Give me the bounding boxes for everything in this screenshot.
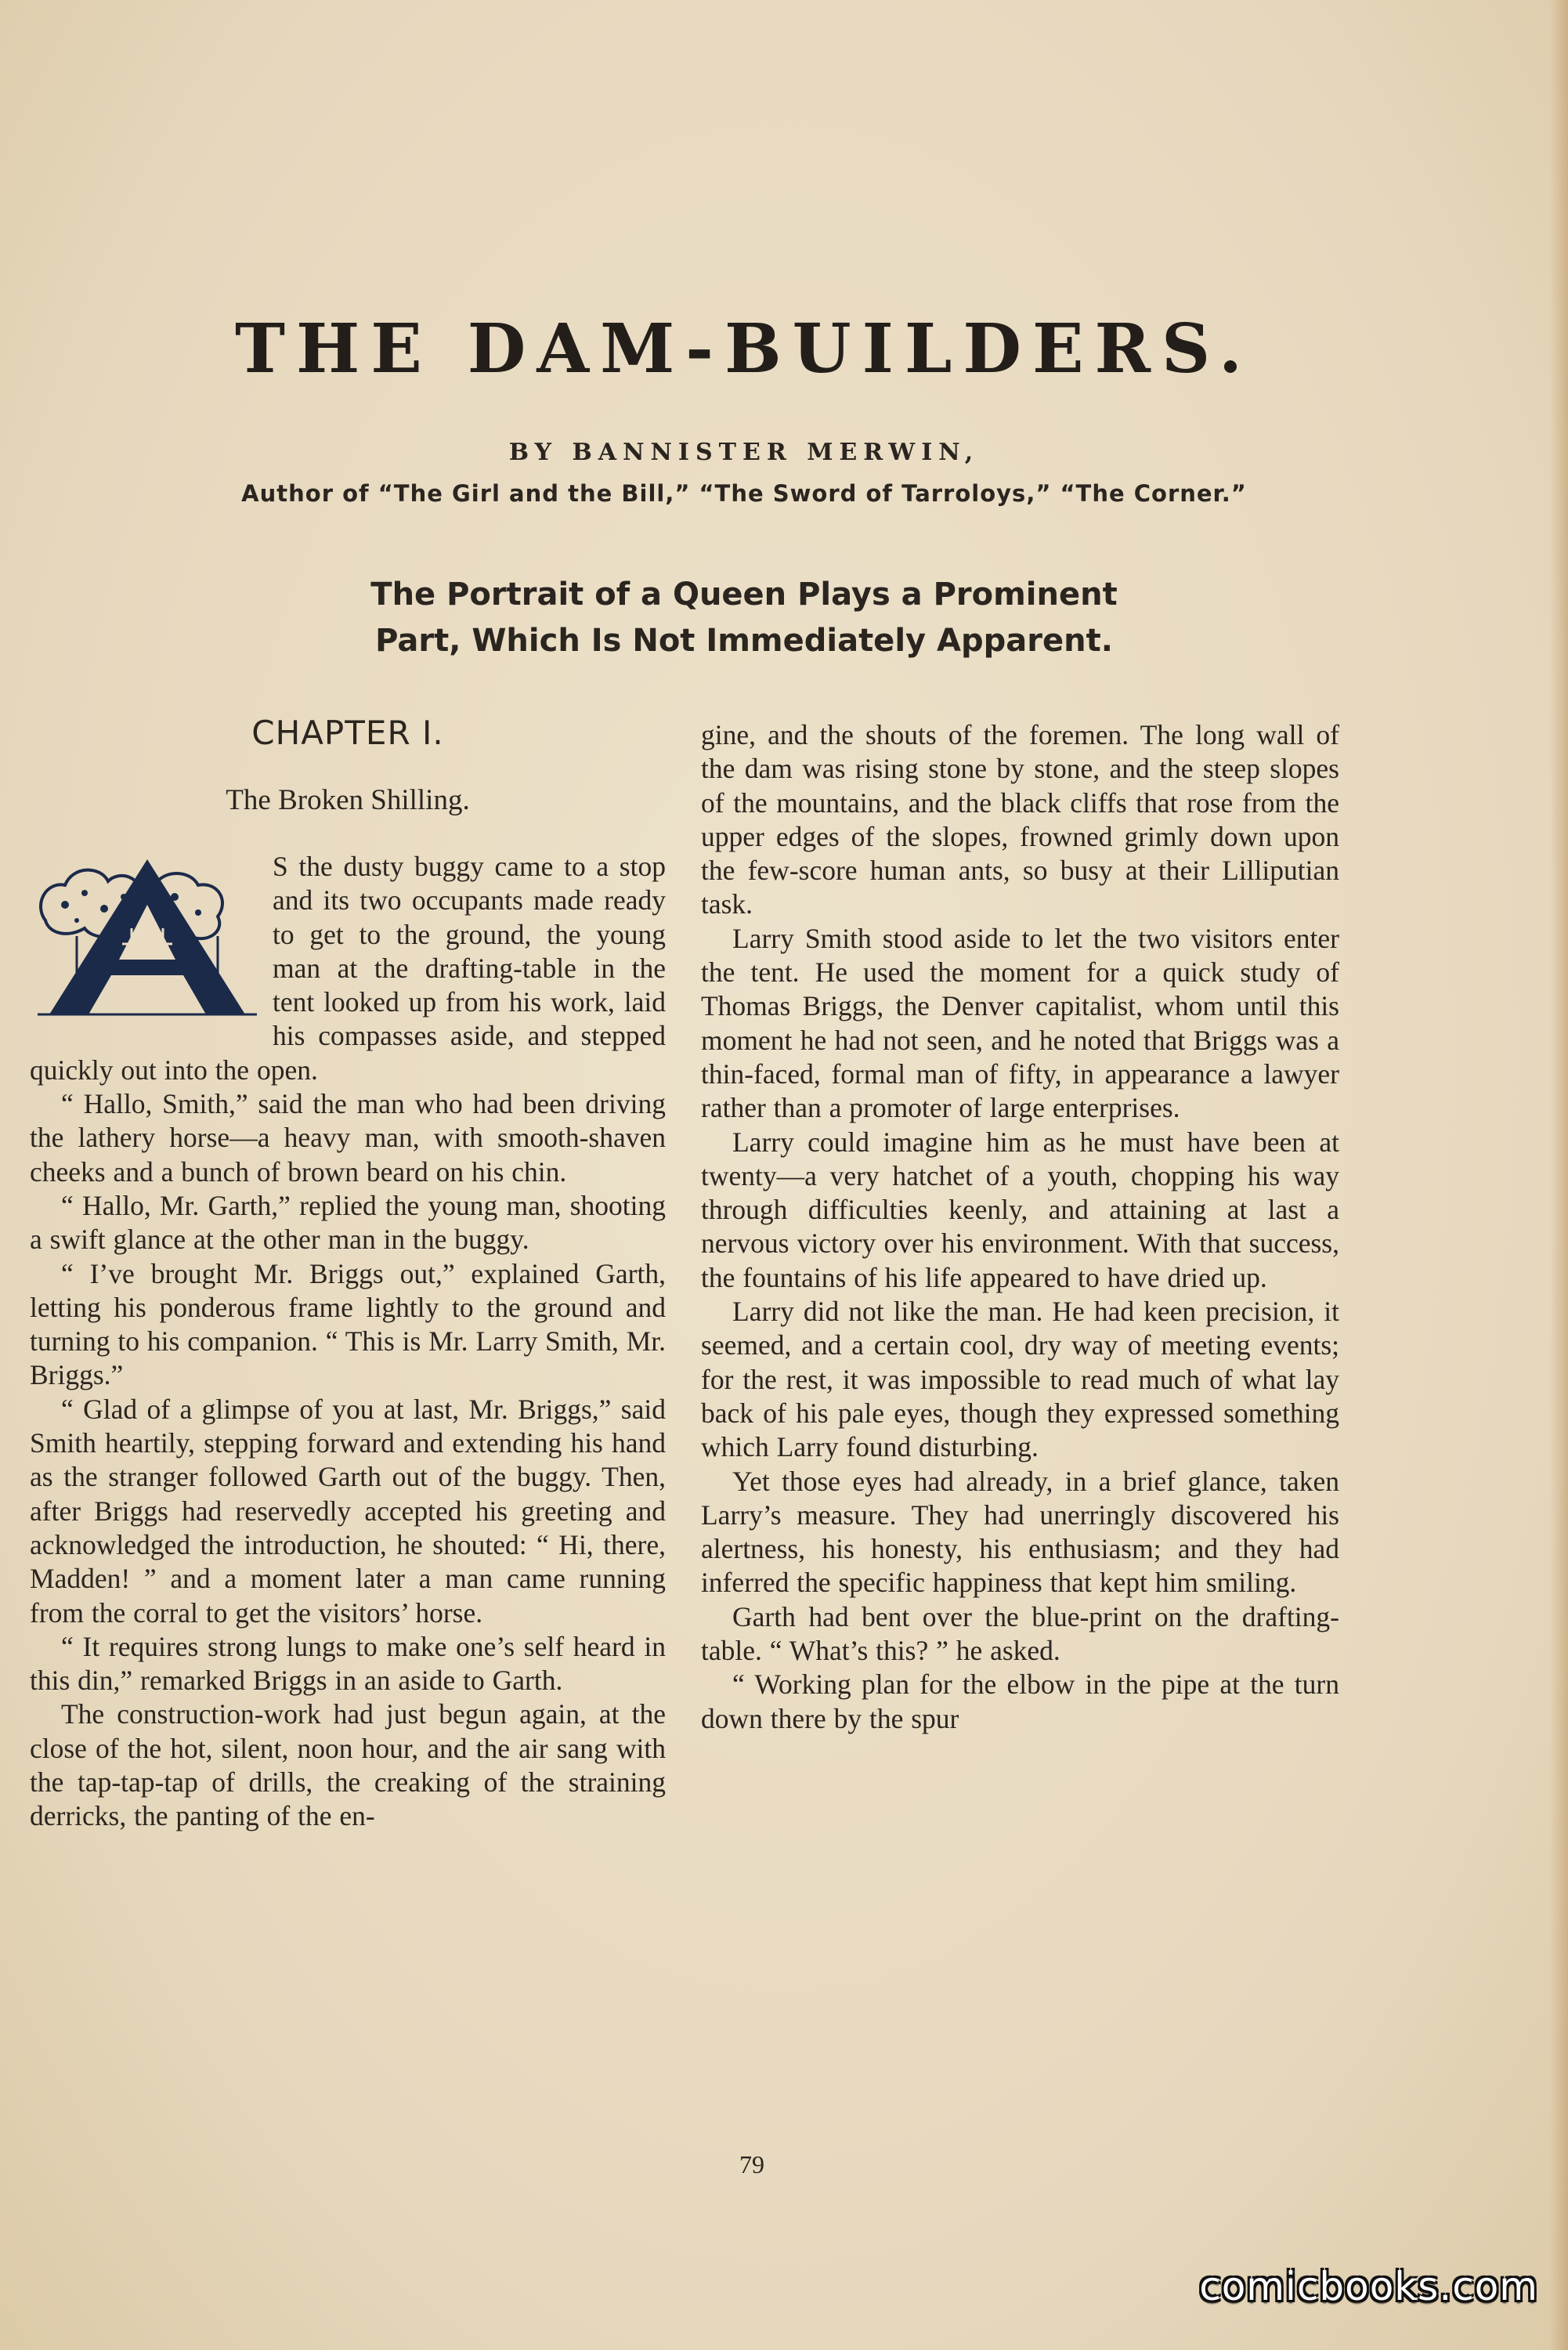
paragraph: Yet those eyes had already, in a brief glance, taken Larry’s measure. They had unerringly discovered his alertness, his honesty, his enthusiasm; and they had inferred the specific happiness that kept him smiling.	[701, 1465, 1339, 1599]
paragraph: “ It requires strong lungs to make one’s self heard in this din,” remarked Briggs in an aside to Garth.	[30, 1630, 666, 1697]
page-edge-shading	[1549, 0, 1568, 2350]
paragraph: Larry did not like the man. He had keen precision, it seemed, and a certain cool, dry way of meeting events; for the rest, it was impossible to read much of what lay back of his pale eyes, though they expressed something which Larry found disturbing.	[701, 1296, 1339, 1463]
watermark: comicbooks.com	[1199, 2264, 1538, 2309]
paragraph: S the dusty buggy came to a stop and its two occupants made ready to get to the ground, the young man at the drafting-table in the tent looked up from his work, laid his compasses aside, and stepped quickly out into the open.	[30, 851, 666, 1086]
paragraph: “ Hallo, Mr. Garth,” replied the young man, shooting a swift glance at the other man in the buggy.	[30, 1189, 666, 1256]
right-column	[701, 718, 1339, 1736]
page-number: 79	[739, 2150, 764, 2178]
article-title: THE DAM-BUILDERS.	[235, 309, 1253, 389]
paragraph: The construction-work had just begun again, at the close of the hot, silent, noon hour, and the air sang with the tap-tap-tap of drills, the creaking of the straining derricks, the panting of the en-	[30, 1698, 666, 1832]
ornamental-letter-A-icon	[30, 850, 265, 1022]
article-byline: BY BANNISTER MERWIN,	[508, 439, 980, 466]
paragraph: Garth had bent over the blue-print on the drafting-table. “ What’s this? ” he asked.	[701, 1600, 1339, 1667]
deck-line-2: Part, Which Is Not Immediately Apparent.	[375, 623, 1113, 659]
author-credits: Author of “The Girl and the Bill,” “The Sword of Tarroloys,” “The Corner.”	[241, 480, 1247, 507]
deck-line-1: The Portrait of a Queen Plays a Prominent	[370, 577, 1118, 613]
chapter-subtitle: The Broken Shilling.	[226, 784, 470, 816]
paragraph: “ Glad of a glimpse of you at last, Mr. Briggs,” said Smith heartily, stepping forward and extending his hand as the stranger followed Garth out of the buggy. Then, after Briggs had reservedly accepted his greeting and acknowledged the introduction, he shouted: “ Hi, there, Madden! ” and a moment later a man came running from the corral to get the visitors’ horse.	[30, 1393, 666, 1629]
paragraph: Larry Smith stood aside to let the two visitors enter the tent. He used the moment for a quick study of Thomas Briggs, the Denver capitalist, whom until this moment he had not seen, and he noted that Briggs was a thin-faced, formal man of fifty, in appearance a lawyer rather than a promoter of large enterprises.	[701, 922, 1339, 1124]
left-column	[30, 850, 666, 1834]
paragraph: Larry could imagine him as he must have been at twenty—a very hatchet of a youth, chopping his way through difficulties keenly, and attaining at last a nervous victory over his environment. With that success, the fountains of his life appeared to have dried up.	[701, 1126, 1339, 1293]
paragraph: “ I’ve brought Mr. Briggs out,” explained Garth, letting his ponderous frame lightly to the ground and turning to his companion. “ This is Mr. Larry Smith, Mr. Briggs.”	[30, 1257, 667, 1391]
paragraph: “ Working plan for the elbow in the pipe at the turn down there by the spur	[701, 1668, 1339, 1734]
paragraph: gine, and the shouts of the foremen. The long wall of the dam was rising stone by stone, and the steep slopes of the mountains, and the black cliffs that rose from the upper edges of the slopes, frowned grimly down upon the few-score human ants, so busy at their Lilliputian task.	[701, 719, 1339, 920]
article-deck	[196, 572, 1292, 664]
chapter-heading: CHAPTER I.	[251, 714, 444, 752]
paragraph: “ Hallo, Smith,” said the man who had been driving the lathery horse—a heavy man, with smooth-shaven cheeks and a bunch of brown beard on his chin.	[30, 1088, 666, 1188]
